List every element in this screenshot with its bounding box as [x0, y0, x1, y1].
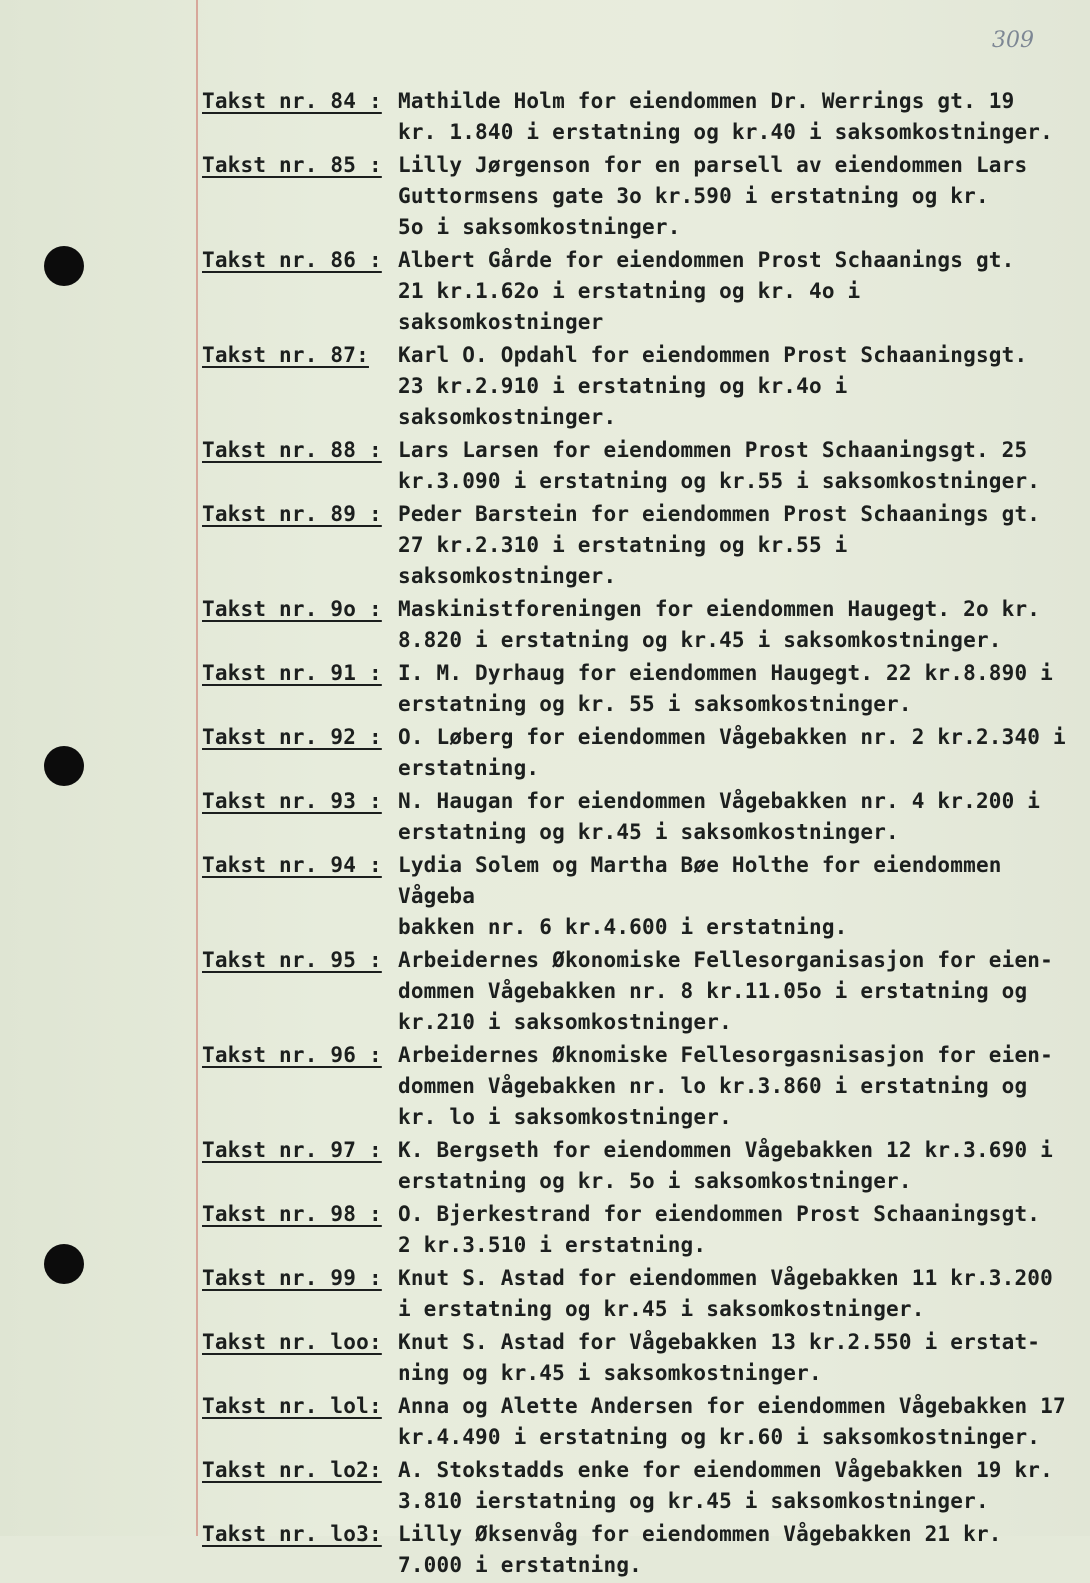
entry-label: Takst nr. lo2: — [202, 1458, 382, 1482]
entry — [202, 850, 1072, 943]
entry — [202, 1455, 1072, 1517]
entry-text: O. Bjerkestrand for eiendommen Prost Schaaningsgt. 2 kr.3.510 i erstatning. — [398, 1202, 1041, 1257]
entry-text: Mathilde Holm for eiendommen Dr. Werrings gt. 19 kr. 1.840 i erstatning og kr.40 i saksomkostninger. — [398, 89, 1053, 144]
punch-hole — [44, 1244, 84, 1284]
entry — [202, 945, 1072, 1038]
entry-text: Lydia Solem og Martha Bøe Holthe for eiendommen Vågeba bakken nr. 6 kr.4.600 i erstatning. — [398, 853, 1002, 939]
punch-hole — [44, 246, 84, 286]
entry-label: Takst nr. 84 : — [202, 89, 382, 113]
entry-label: Takst nr. 97 : — [202, 1138, 382, 1162]
entry-text: Albert Gårde for eiendommen Prost Schaanings gt. 21 kr.1.62o i erstatning og kr. 4o i saksomkostninger — [398, 248, 1015, 334]
entry-label: Takst nr. 93 : — [202, 789, 382, 813]
entry-text: Anna og Alette Andersen for eiendommen Vågebakken 17 kr.4.490 i erstatning og kr.60 i saksomkostninger. — [398, 1394, 1066, 1449]
entry-label: Takst nr. lo3: — [202, 1522, 382, 1546]
entry — [202, 786, 1072, 848]
margin-line — [196, 0, 198, 1536]
entry-text: Knut S. Astad for eiendommen Vågebakken 11 kr.3.200 i erstatning og kr.45 i saksomkostninger. — [398, 1266, 1053, 1321]
punch-hole — [44, 746, 84, 786]
entry-label: Takst nr. 87: — [202, 343, 369, 367]
entry-text: A. Stokstadds enke for eiendommen Vågebakken 19 kr. 3.810 ierstatning og kr.45 i saksomkostninger. — [398, 1458, 1053, 1513]
entry — [202, 658, 1072, 720]
entry — [202, 722, 1072, 784]
entry — [202, 340, 1072, 433]
entry — [202, 245, 1072, 338]
entry — [202, 1263, 1072, 1325]
entry — [202, 594, 1072, 656]
entry — [202, 1327, 1072, 1389]
entry-text: Maskinistforeningen for eiendommen Haugegt. 2o kr. 8.820 i erstatning og kr.45 i saksomkostninger. — [398, 597, 1041, 652]
entry-label: Takst nr. 91 : — [202, 661, 382, 685]
entry-label: Takst nr. 98 : — [202, 1202, 382, 1226]
entry-text: Arbeidernes Økonomiske Fellesorganisasjon for eien- dommen Vågebakken nr. 8 kr.11.05o i erstatning og kr.210 i saksomkostninger. — [398, 948, 1053, 1034]
entry — [202, 1391, 1072, 1453]
entry — [202, 150, 1072, 243]
entry-label: Takst nr. 94 : — [202, 853, 382, 877]
entry-text: I. M. Dyrhaug for eiendommen Haugegt. 22 kr.8.890 i erstatning og kr. 55 i saksomkostninger. — [398, 661, 1053, 716]
entry — [202, 1135, 1072, 1197]
entry-text: N. Haugan for eiendommen Vågebakken nr. 4 kr.200 i erstatning og kr.45 i saksomkostninger. — [398, 789, 1041, 844]
entry — [202, 1519, 1072, 1581]
entry-text: Lilly Øksenvåg for eiendommen Vågebakken 21 kr. 7.000 i erstatning. — [398, 1522, 1002, 1577]
entry-label: Takst nr. 99 : — [202, 1266, 382, 1290]
entry — [202, 435, 1072, 497]
entry-text: Karl O. Opdahl for eiendommen Prost Schaaningsgt. 23 kr.2.910 i erstatning og kr.4o i saksomkostninger. — [398, 343, 1028, 429]
entry-text: O. Løberg for eiendommen Vågebakken nr. 2 kr.2.340 i erstatning. — [398, 725, 1066, 780]
entry-text: Peder Barstein for eiendommen Prost Schaanings gt. 27 kr.2.310 i erstatning og kr.55 i saksomkostninger. — [398, 502, 1041, 588]
entry — [202, 499, 1072, 592]
entry-label: Takst nr. 86 : — [202, 248, 382, 272]
entry-text: Knut S. Astad for Vågebakken 13 kr.2.550 i erstat- ning og kr.45 i saksomkostninger. — [398, 1330, 1041, 1385]
entry-label: Takst nr. 9o : — [202, 597, 382, 621]
entry — [202, 86, 1072, 148]
entry-label: Takst nr. lol: — [202, 1394, 382, 1418]
entries-list — [202, 86, 1072, 1583]
entry-text: Lilly Jørgenson for en parsell av eiendommen Lars Guttormsens gate 3o kr.590 i erstatning og kr. 5o i saksomkostninger. — [398, 153, 1028, 239]
entry-label: Takst nr. 96 : — [202, 1043, 382, 1067]
entry — [202, 1040, 1072, 1133]
entry — [202, 1199, 1072, 1261]
entry-text: Lars Larsen for eiendommen Prost Schaaningsgt. 25 kr.3.090 i erstatning og kr.55 i saksomkostninger. — [398, 438, 1041, 493]
entry-label: Takst nr. 92 : — [202, 725, 382, 749]
entry-text: K. Bergseth for eiendommen Vågebakken 12 kr.3.690 i erstatning og kr. 5o i saksomkostninger. — [398, 1138, 1053, 1193]
page-number: 309 — [992, 28, 1034, 53]
entry-label: Takst nr. loo: — [202, 1330, 382, 1354]
entry-label: Takst nr. 85 : — [202, 153, 382, 177]
entry-label: Takst nr. 89 : — [202, 502, 382, 526]
entry-text: Arbeidernes Øknomiske Fellesorgasnisasjon for eien- dommen Vågebakken nr. lo kr.3.860 i erstatning og kr. lo i saksomkostninger. — [398, 1043, 1053, 1129]
entry-label: Takst nr. 95 : — [202, 948, 382, 972]
entry-label: Takst nr. 88 : — [202, 438, 382, 462]
